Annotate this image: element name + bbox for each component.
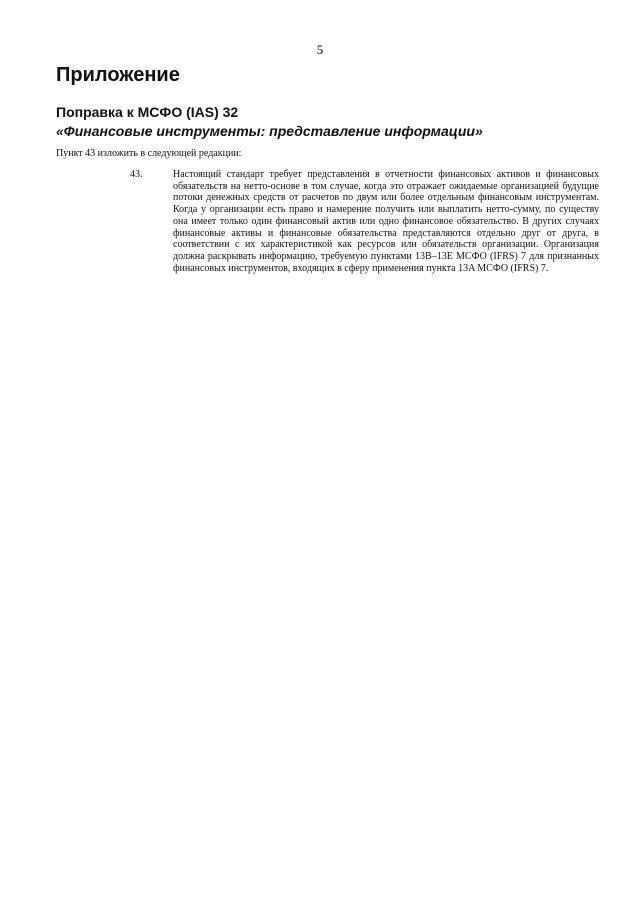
instruction-text: Пункт 43 изложить в следующей редакции: — [56, 148, 242, 159]
paragraph-text: Настоящий стандарт требует представления в отчетности финансовых активов и финансовых обязательств на нетто-основе в том случае, когда это отражает ожидаемые организацией будущие потоки денежных средств от расчетов по двум или более отдельным финансовым инструментам. Когда у организации есть право и намерение получить или выплатить нетто-сумму, по существу она имеет только один финансовый актив или одно финансовое обязательство. В других случаях финансовые активы и финансовые обязательства представляются отдельно друг от друга, в соответствии с их характеристикой как ресурсов или обязательств организации. Организация должна раскрывать информацию, требуемую пунктами 13B–13E МСФО (IFRS) 7 для признанных финансовых инструментов, входящих в сферу применения пункта 13A МСФО (IFRS) 7. — [173, 169, 599, 274]
amendment-heading: Поправка к МСФО (IAS) 32 — [56, 104, 239, 120]
page-number: 5 — [316, 42, 324, 57]
standard-title: «Финансовые инструменты: представление информации» — [56, 123, 483, 139]
page-title: Приложение — [56, 64, 180, 86]
paragraph-number: 43. — [130, 169, 143, 180]
